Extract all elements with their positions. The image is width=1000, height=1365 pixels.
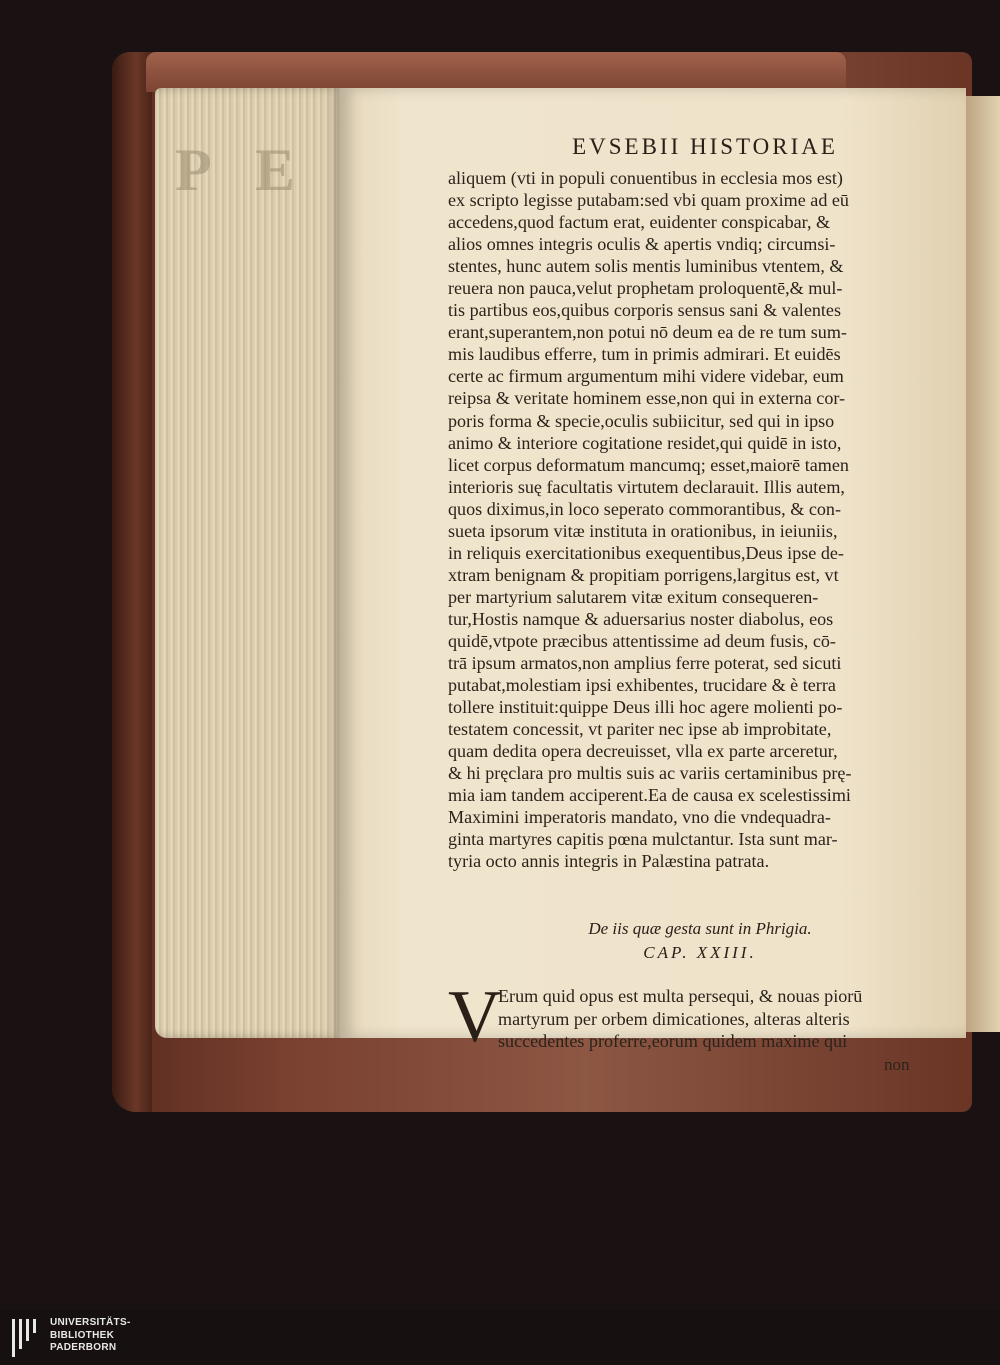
text-line: per martyrium salutarem vitæ exitum consequeren- [448, 586, 819, 607]
drop-initial: V [448, 976, 502, 1058]
text-line: putabat,molestiam ipsi exhibentes, trucidare & è terra [448, 675, 836, 696]
text-line: succedentes proferre,eorum quidem maxime qui [498, 1031, 848, 1051]
text-line: accedens,quod factum erat, euidenter conspicabar, & [448, 212, 831, 233]
text-line: interioris suę facultatis virtutem declarauit. Illis autem, [448, 476, 845, 497]
text-line: poris forma & specie,oculis subiicitur, sed qui in ipso [448, 410, 835, 431]
logo-line: BIBLIOTHEK [50, 1329, 115, 1341]
chapter-text [498, 985, 968, 1053]
edge-marking-right: E [255, 137, 296, 203]
text-line: aliquem (vti in populi conuentibus in ecclesia mos est) [448, 168, 843, 188]
text-line: ex scripto legisse putabam:sed vbi quam proxime ad eū [448, 190, 849, 211]
running-head: EVSEBII HISTORIAE [572, 134, 838, 159]
catchword: non [884, 1055, 910, 1074]
chapter-title: De iis quæ gesta sunt in Phrigia. [588, 919, 812, 938]
text-line: alios omnes integris oculis & apertis vndiq; circumsi- [448, 234, 836, 255]
text-line: certe ac firmum argumentum mihi videre videbar, eum [448, 366, 844, 387]
text-line: mia iam tandem acciperent.Ea de causa ex scelestissimi [448, 785, 851, 806]
text-line: quidē,vtpote præcibus attentissime ad deum fusis, cō- [448, 630, 836, 651]
binding-top-edge [146, 52, 846, 92]
chapter-number: CAP. XXIII. [643, 943, 757, 962]
logo-line: UNIVERSITÄTS- [50, 1317, 131, 1328]
text-line: mis laudibus efferre, tum in primis admirari. Et euidēs [448, 344, 841, 365]
text-line: tyria octo annis integris in Palæstina patrata. [448, 851, 770, 872]
spine [112, 52, 152, 1112]
library-logo-icon [10, 1317, 40, 1359]
text-line: stentes, hunc autem solis mentis luminibus vtentem, & [448, 256, 844, 277]
text-line: martyrum per orbem dimicationes, alteras alteris [498, 1008, 850, 1029]
text-line: reuera non pauca,velut prophetam proloquentē,& mul- [448, 278, 843, 299]
text-line: ginta martyres capitis pœna mulctantur. Ista sunt mar- [448, 829, 838, 850]
text-line: sueta ipsorum vitæ instituta in orationibus, in ieiuniis, [448, 520, 838, 541]
text-line: testatem concessit, vt pariter nec ipse ab improbitate, [448, 719, 832, 740]
text-line: Erum quid opus est multa persequi, & nouas piorū [498, 986, 863, 1006]
text-line: erant,superantem,non potui nō deum ea de re tum sum- [448, 322, 847, 343]
library-logo-text [50, 1317, 131, 1355]
text-line: Maximini imperatoris mandato, vno die vndequadra- [448, 807, 831, 828]
text-line: tis partibus eos,quibus corporis sensus sani & valentes [448, 300, 841, 321]
text-line: tur,Hostis namque & aduersarius noster diabolus, eos [448, 608, 834, 629]
text-line: xtram benignam & propitiam porrigens,largitus est, vt [448, 564, 839, 585]
text-line: & hi pręclara pro multis suis ac variis certaminibus prę- [448, 763, 852, 784]
text-line: quam dedita opera decreuisset, vlla ex parte arceretur, [448, 741, 838, 762]
footer-bar [0, 1310, 1000, 1365]
body-text [448, 167, 968, 873]
text-line: tollere instituit:quippe Deus illi hoc agere molienti po- [448, 697, 843, 718]
logo-line: PADERBORN [50, 1342, 117, 1353]
text-line: reipsa & veritate hominem esse,non qui in externa cor- [448, 388, 846, 409]
text-line: licet corpus deformatum mancumq; esset,maiorē tamen [448, 454, 849, 475]
text-line: animo & interiore cogitatione residet,qui quidē in isto, [448, 432, 842, 453]
text-line: in reliquis exercitationibus exequentibus,Deus ipse de- [448, 542, 844, 563]
text-line: trā ipsum armatos,non amplius ferre poterat, sed sicuti [448, 653, 842, 674]
page-edge-stack [155, 88, 341, 1038]
text-line: quos diximus,in loco seperato commorantibus, & con- [448, 498, 841, 519]
chapter-heading [540, 917, 860, 965]
edge-marking-left: P [175, 137, 212, 203]
